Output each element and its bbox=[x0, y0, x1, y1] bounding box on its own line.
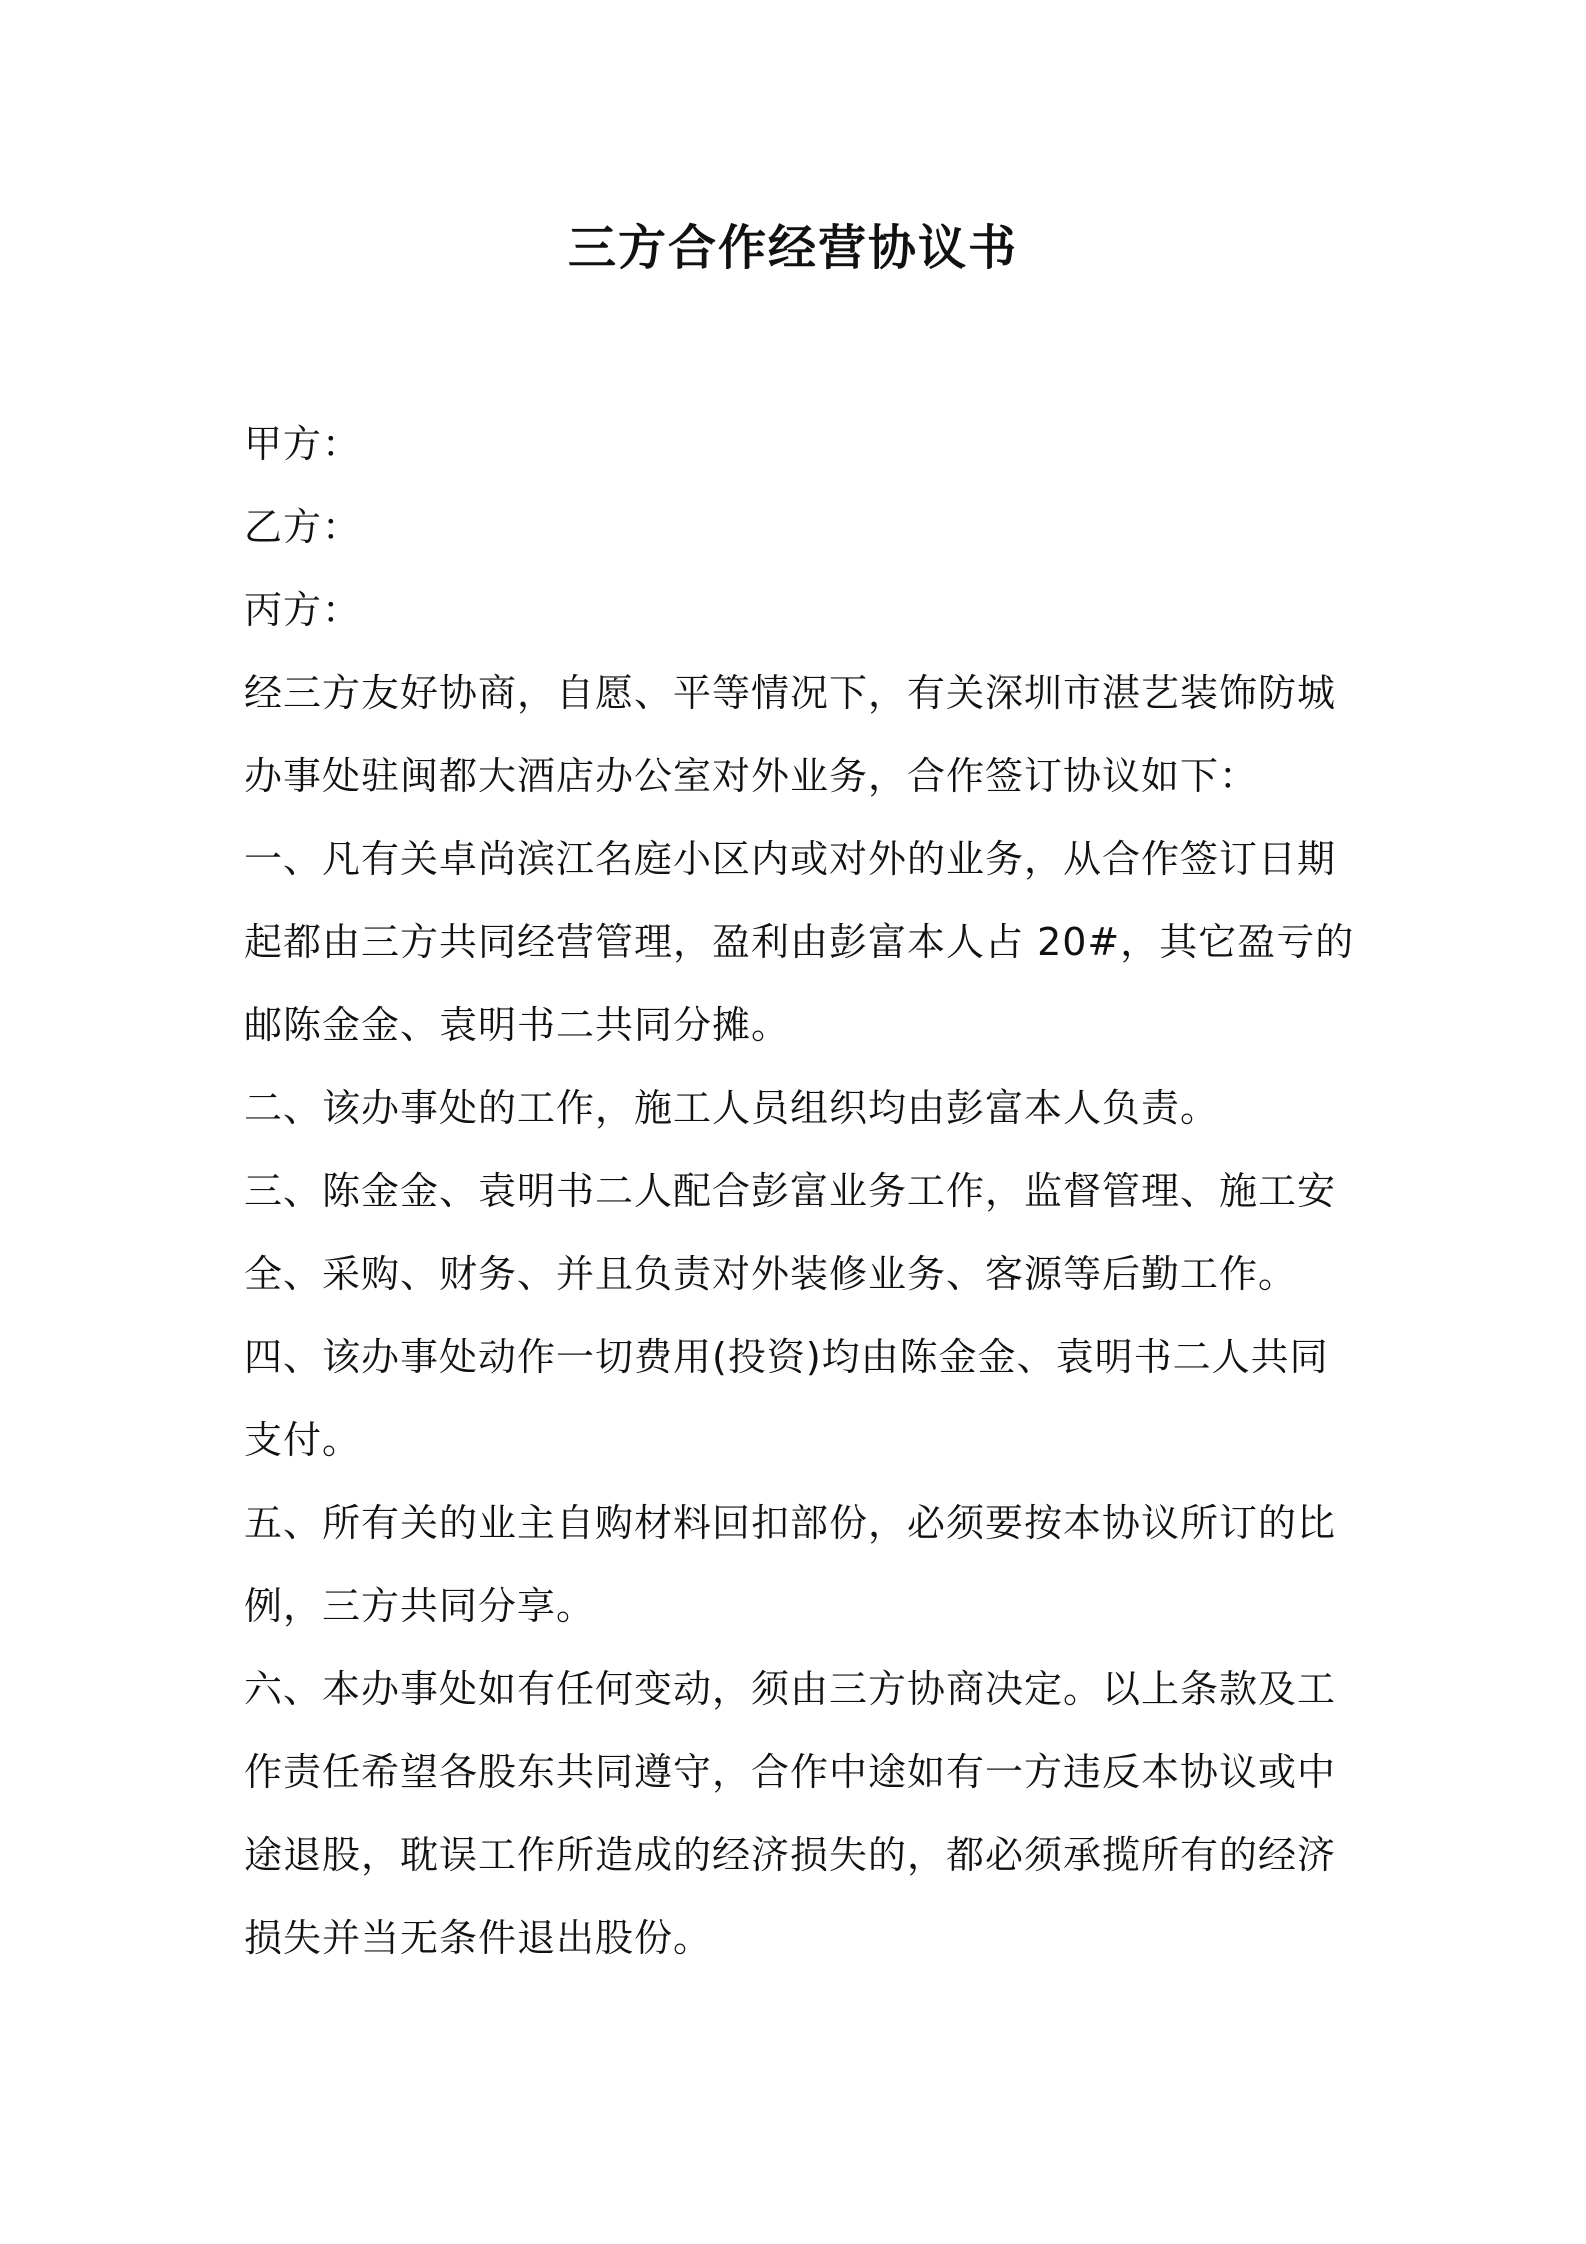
document-title: 三方合作经营协议书 bbox=[567, 220, 1018, 276]
clause-4-line: 支付。 bbox=[244, 1418, 362, 1462]
preamble-line: 办事处驻闽都大酒店办公室对外业务，合作签订协议如下： bbox=[244, 754, 1259, 798]
clause-2-line: 二、该办事处的工作，施工人员组织均由彭富本人负责。 bbox=[244, 1086, 1220, 1130]
clause-6-line: 作责任希望各股东共同遵守，合作中途如有一方违反本协议或中 bbox=[244, 1750, 1337, 1794]
clause-1-line: 起都由三方共同经营管理，盈利由彭富本人占 20#，其它盈亏的 bbox=[244, 920, 1355, 964]
clause-6-line: 六、本办事处如有任何变动，须由三方协商决定。以上条款及工 bbox=[244, 1667, 1337, 1711]
clause-3-line: 三、陈金金、袁明书二人配合彭富业务工作，监督管理、施工安 bbox=[244, 1169, 1337, 1213]
clause-6-line: 损失并当无条件退出股份。 bbox=[244, 1916, 713, 1960]
clause-5-line: 例，三方共同分享。 bbox=[244, 1584, 596, 1628]
clause-4-line: 四、该办事处动作一切费用(投资)均由陈金金、袁明书二人共同 bbox=[244, 1335, 1329, 1379]
party-b-line: 乙方： bbox=[244, 505, 362, 549]
party-a-line: 甲方： bbox=[244, 422, 362, 466]
preamble-line: 经三方友好协商，自愿、平等情况下，有关深圳市湛艺装饰防城 bbox=[244, 671, 1337, 715]
clause-3-line: 全、采购、财务、并且负责对外装修业务、客源等后勤工作。 bbox=[244, 1252, 1298, 1296]
clause-1-line: 邮陈金金、袁明书二共同分摊。 bbox=[244, 1003, 791, 1047]
document-body bbox=[244, 403, 1356, 1980]
party-c-line: 丙方： bbox=[244, 588, 362, 632]
clause-6-line: 途退股，耽误工作所造成的经济损失的，都必须承揽所有的经济 bbox=[244, 1833, 1337, 1877]
clause-1-line: 一、凡有关卓尚滨江名庭小区内或对外的业务，从合作签订日期 bbox=[244, 837, 1337, 881]
clause-5-line: 五、所有关的业主自购材料回扣部份，必须要按本协议所订的比 bbox=[244, 1501, 1337, 1545]
